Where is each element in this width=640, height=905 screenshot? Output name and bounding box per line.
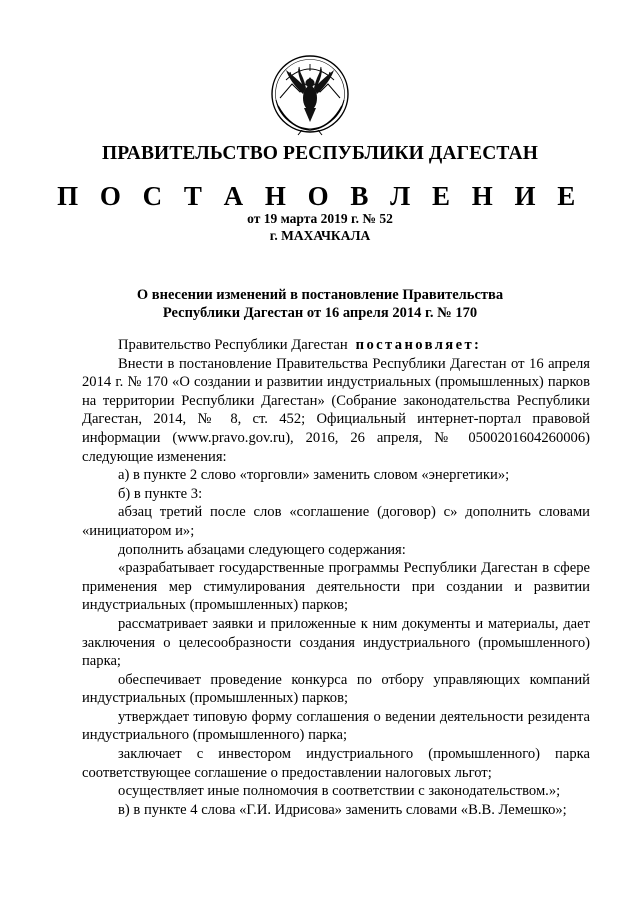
- body-paragraph-7: рассматривает заявки и приложенные к ним документы и материалы, дает заключения о целесообразности создания индустриального (промышленного) парка;: [82, 615, 590, 670]
- body-paragraph-4: абзац третий после слов «соглашение (договор) с» дополнить словами «инициатором и»;: [82, 504, 590, 539]
- document-date-number: от 19 марта 2019 г. № 52: [247, 211, 393, 226]
- body-paragraph-8: обеспечивает проведение конкурса по отбору управляющих компаний индустриальных (промышленных) парков;: [82, 671, 590, 707]
- subject-line-1: О внесении изменений в постановление Правительства: [136, 287, 504, 303]
- body-paragraph-11: осуществляет иные полномочия в соответствии с законодательством.»;: [118, 783, 561, 800]
- body-paragraph-10: заключает с инвестором индустриального (промышленного) парка соответствующее соглашение о предоставлении налоговых льгот;: [82, 746, 590, 781]
- coat-of-arms-emblem: [262, 48, 358, 136]
- document-body: [82, 336, 590, 819]
- intro-paragraph: [82, 336, 590, 355]
- intro-text: Правительство Республики Дагестан: [118, 337, 348, 353]
- decree-word: постановляет:: [355, 337, 482, 353]
- body-paragraph-5: дополнить абзацами следующего содержания:: [118, 541, 406, 558]
- document-city: г. МАХАЧКАЛА: [269, 228, 371, 243]
- document-type-title: П О С Т А Н О В Л Е Н И Е: [57, 181, 583, 211]
- body-paragraph-3: б) в пункте 3:: [118, 485, 203, 502]
- body-paragraph-12: в) в пункте 4 слова «Г.И. Идрисова» заменить словами «В.В. Лемешко»;: [118, 801, 567, 818]
- body-paragraph-6: «разрабатывает государственные программы Республики Дагестан в сфере применения мер стимулирования деятельности при создании и развитии индустриальных (промышленных) парков;: [82, 560, 590, 614]
- body-paragraph-9: утверждает типовую форму соглашения о ведении деятельности резидента индустриального (промышленного) парка;: [82, 708, 590, 744]
- subject-line-2: Республики Дагестан от 16 апреля 2014 г. № 170: [162, 305, 478, 321]
- document-subject: [120, 286, 520, 322]
- body-paragraph-2: а) в пункте 2 слово «торговли» заменить словом «энергетики»;: [118, 467, 510, 484]
- government-title: ПРАВИТЕЛЬСТВО РЕСПУБЛИКИ ДАГЕСТАН: [101, 143, 538, 164]
- body-paragraph-1: Внести в постановление Правительства Республики Дагестан от 16 апреля 2014 г. № 170 «О создании и развитии индустриальных (промышленных) парков на территории Республики Дагестан» (Собрание законодательства Республики Дагестан, 2014, № 8, ст. 452; Официальный интернет-портал правовой информации (www.pravo.gov.ru), 2016, 26 апреля, № 0500201604260006) следующие изменения:: [82, 355, 590, 465]
